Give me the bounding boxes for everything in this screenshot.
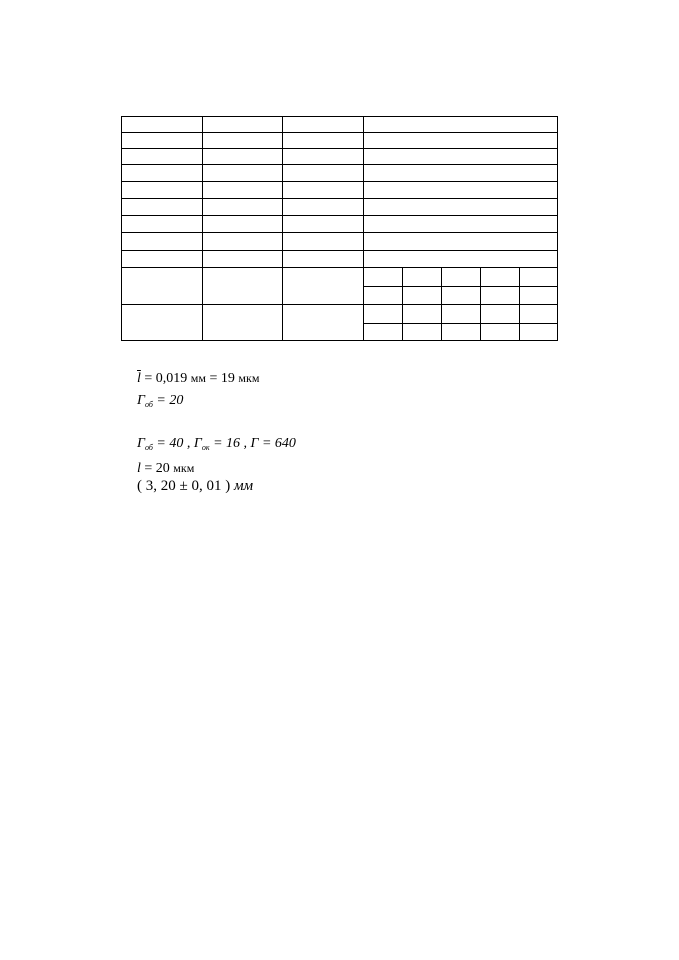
table-cell — [203, 133, 283, 149]
table-cell — [122, 216, 203, 233]
table-cell — [122, 117, 203, 133]
table-cell — [442, 304, 481, 323]
eyepiece-magnification-value: = 16 , — [213, 436, 248, 451]
formula-total-magnification — [137, 436, 296, 456]
table-cell — [520, 304, 558, 323]
formula-length — [137, 460, 194, 477]
table-row — [122, 182, 558, 199]
unit-um: мкм — [173, 461, 195, 475]
mean-length-value-um: = 19 — [209, 371, 235, 386]
table-cell — [364, 199, 558, 216]
table-cell — [481, 304, 520, 323]
table-row — [122, 149, 558, 165]
table-cell — [364, 233, 558, 250]
table-row — [122, 216, 558, 233]
table-cell — [283, 250, 364, 267]
table-cell — [442, 286, 481, 304]
table-cell — [364, 182, 558, 199]
table-cell — [203, 304, 283, 340]
table-row — [122, 267, 558, 286]
table-cell — [203, 149, 283, 165]
eyepiece-magnification-symbol: Г — [193, 436, 202, 451]
table-cell — [403, 267, 442, 286]
table-cell — [364, 323, 403, 340]
table-row — [122, 250, 558, 267]
table-cell — [364, 133, 558, 149]
table-cell — [203, 233, 283, 250]
table-cell — [283, 267, 364, 304]
magnification-value: = 20 — [156, 393, 184, 408]
table-cell — [481, 286, 520, 304]
table-row — [122, 165, 558, 182]
eyepiece-subscript: ок — [201, 443, 210, 452]
formula-result — [137, 478, 253, 494]
table-cell — [364, 117, 558, 133]
result-unit: мм — [233, 478, 254, 494]
table-cell — [203, 165, 283, 182]
table-cell — [283, 233, 364, 250]
table-cell — [364, 286, 403, 304]
table-row — [122, 304, 558, 323]
table-cell — [442, 323, 481, 340]
table-cell — [481, 267, 520, 286]
table-cell — [364, 250, 558, 267]
objective-magnification-symbol: Г — [137, 436, 145, 451]
table-cell — [403, 286, 442, 304]
table-cell — [283, 149, 364, 165]
table-cell — [122, 149, 203, 165]
table-cell — [122, 165, 203, 182]
formula-objective-magnification — [137, 393, 183, 413]
length-value: = 20 — [144, 461, 170, 476]
table-cell — [122, 133, 203, 149]
table-cell — [364, 267, 403, 286]
table-cell — [283, 199, 364, 216]
table-row — [122, 233, 558, 250]
unit-mm: мм — [190, 371, 206, 385]
total-magnification-symbol: Г — [250, 436, 259, 451]
table-cell — [364, 149, 558, 165]
table-cell — [520, 323, 558, 340]
table-row — [122, 199, 558, 216]
table-cell — [122, 267, 203, 304]
table-cell — [122, 304, 203, 340]
table-cell — [203, 117, 283, 133]
table-cell — [364, 304, 403, 323]
formula-mean-length — [137, 370, 259, 387]
table-cell — [283, 304, 364, 340]
table-cell — [364, 165, 558, 182]
total-magnification-value: = 640 — [261, 436, 296, 451]
table-cell — [203, 216, 283, 233]
table-cell — [520, 286, 558, 304]
table-cell — [203, 182, 283, 199]
objective-subscript: об — [144, 443, 153, 452]
table-row — [122, 133, 558, 149]
table-cell — [203, 267, 283, 304]
table-cell — [122, 233, 203, 250]
objective-subscript: об — [144, 400, 153, 409]
table-cell — [283, 117, 364, 133]
table-cell — [122, 250, 203, 267]
table-cell — [283, 165, 364, 182]
magnification-symbol: Г — [137, 393, 145, 408]
table-cell — [122, 182, 203, 199]
table-cell — [283, 182, 364, 199]
table-cell — [203, 250, 283, 267]
table-cell — [122, 199, 203, 216]
table-cell — [283, 216, 364, 233]
objective-magnification-value: = 40 , — [156, 436, 191, 451]
table-cell — [364, 216, 558, 233]
table-cell — [481, 323, 520, 340]
table-cell — [203, 199, 283, 216]
table-cell — [403, 304, 442, 323]
unit-um: мкм — [238, 371, 260, 385]
result-value: ( 3, 20 ± 0, 01 ) — [137, 478, 231, 494]
empty-data-table — [121, 116, 558, 341]
mean-length-value-mm: = 0,019 — [144, 371, 188, 386]
table-cell — [442, 267, 481, 286]
table-row — [122, 117, 558, 133]
table-cell — [283, 133, 364, 149]
table-cell — [520, 267, 558, 286]
length-symbol: l — [137, 461, 141, 476]
mean-length-symbol: $\overline{l}$ — [137, 371, 141, 386]
table-cell — [403, 323, 442, 340]
